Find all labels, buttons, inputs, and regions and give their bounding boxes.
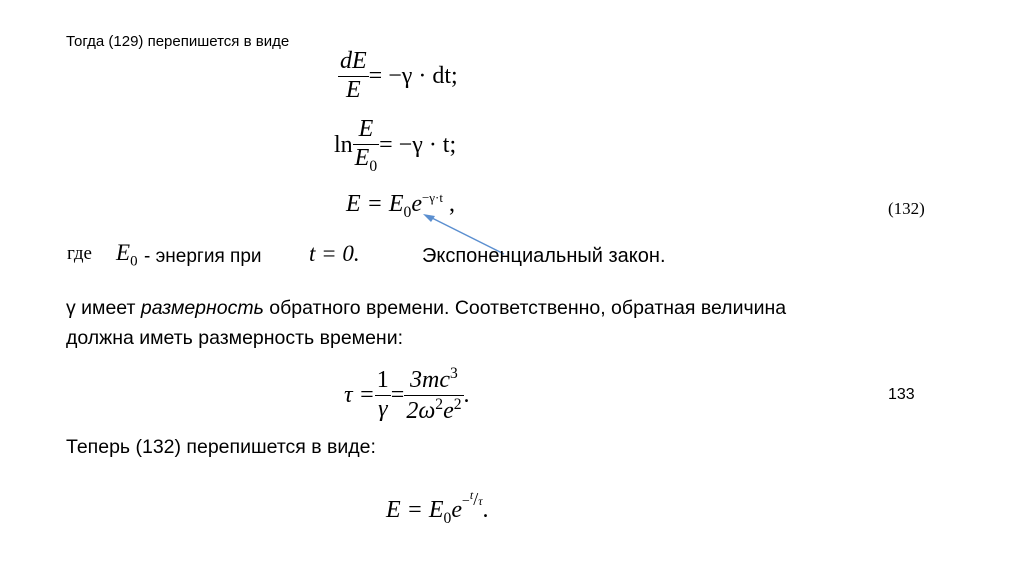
eq2-numerator: E [353, 116, 379, 145]
eq3-base: e [411, 191, 422, 217]
equation-5: $E = E_0e^{-t/\tau}$. [386, 488, 489, 527]
eq4-fraction-2: $\frac{3mc^3}{2\omega^2e^2}$ [406, 365, 462, 424]
eq4-fraction-1: $\frac{1}{\gamma}$ [376, 367, 389, 422]
eq2-denominator: $E_0$ [354, 144, 378, 175]
equation-2 [334, 116, 456, 175]
eq1-fraction [338, 48, 369, 104]
eq3-sub: 0 [403, 203, 412, 221]
where-label: где [67, 243, 92, 264]
equation-number-133: 133 [888, 386, 915, 403]
energy-symbol: $E_0$ [116, 240, 138, 270]
where-text: - энергия при [144, 246, 262, 267]
eq3-tail: , [443, 191, 455, 217]
eq1-denominator: E [346, 76, 361, 103]
eq1-numerator: dE [338, 48, 369, 77]
eq2-ln: ln [334, 132, 353, 159]
intro-text: Тогда (129) перепишется в виде [66, 33, 290, 50]
eq1-rhs: = −γ · dt; [368, 62, 458, 89]
condition-text: t = 0. [309, 241, 360, 266]
eq4-lhs: τ = [344, 381, 375, 408]
equation-number-132: (132) [888, 199, 925, 218]
eq2-rhs: = −γ · t; [379, 132, 457, 159]
eq3-lhs: E = E [346, 191, 404, 217]
eq2-fraction [353, 116, 379, 175]
eq3-exponent: −γ·t [421, 190, 443, 205]
equation-1 [338, 48, 458, 104]
exponential-law-note: Экспоненциальный закон. [422, 245, 666, 267]
paragraph-line-1: γ имеет размерность обратного времени. Соответственно, обратная величина [66, 297, 787, 319]
now-text: Теперь (132) перепишется в виде: [66, 436, 376, 458]
eq5-exponent: −t/τ [461, 488, 483, 509]
paragraph-line-2: должна иметь размерность времени: [66, 327, 404, 349]
equation-4: τ = $\frac{1}{\gamma}$ = $\frac{3mc^3}{2\omega^2e^2}$ . [344, 365, 470, 424]
